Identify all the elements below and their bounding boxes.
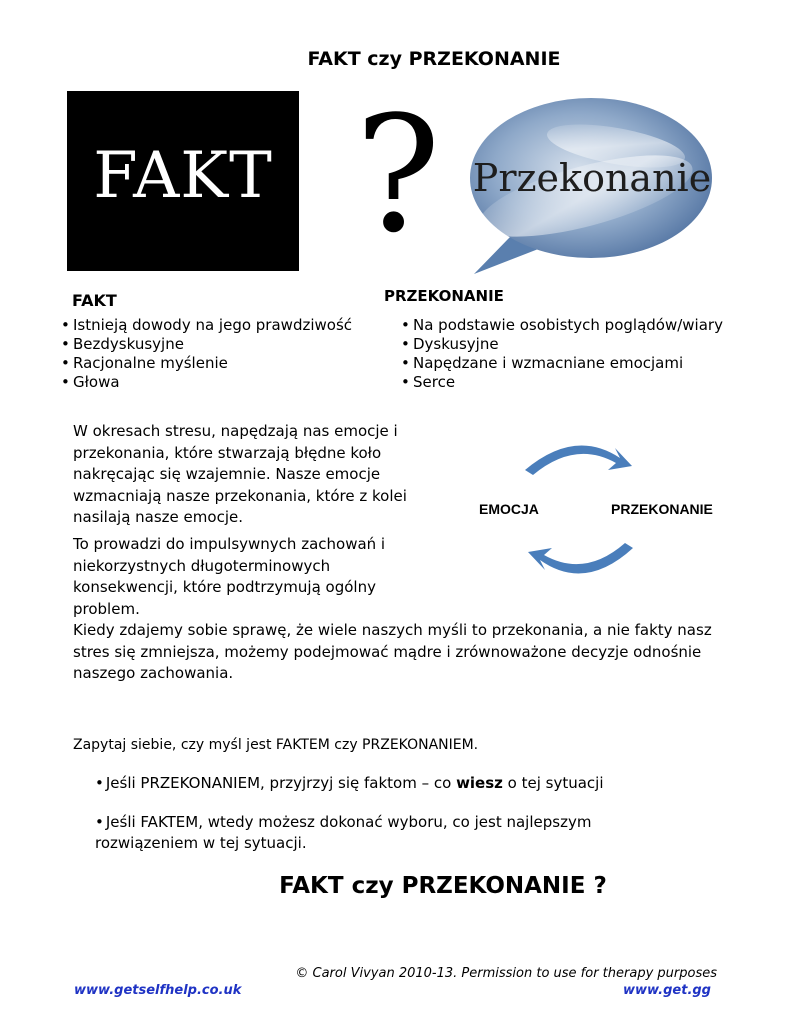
przekonanie-list (401, 316, 723, 392)
fakt-image-text: FAKT (93, 139, 273, 213)
list-item: • Głowa (61, 373, 352, 392)
list-item: • Napędzane i wzmacniane emocjami (401, 354, 723, 373)
list-item: • Racjonalne myślenie (61, 354, 352, 373)
list-item: • Istnieją dowody na jego prawdziwość (61, 316, 352, 335)
paragraph-impulsive: To prowadzi do impulsywnych zachowań i niekorzystnych długoterminowych konsekwencji, które podtrzymują ogólny problem. (73, 535, 386, 618)
footer-link-getgg[interactable]: www.get.gg (622, 983, 711, 998)
bullet-fakt (95, 812, 655, 854)
bullet-text: Jeśli FAKTEM, wtedy możesz dokonać wyboru, co jest najlepszym rozwiązeniem w tej sytuacji. (95, 813, 592, 852)
bullet-bold-text: wiesz (456, 774, 503, 792)
question-mark-icon: ? (355, 81, 441, 268)
list-item: • Dyskusyjne (401, 335, 723, 354)
list-item: • Bezdyskusyjne (61, 335, 352, 354)
fakt-image (67, 91, 299, 271)
bullet-text: Jeśli PRZEKONANIEM, przyjrzyj się faktom – co (105, 774, 457, 792)
footer-link-getselfhelp[interactable]: www.getselfhelp.co.uk (74, 983, 242, 998)
bottom-arrow (528, 543, 633, 573)
fakt-heading: FAKT (72, 291, 117, 310)
fakt-list (61, 316, 352, 392)
top-arrow (525, 446, 632, 476)
cycle-label-przekonanie: PRZEKONANIE (611, 501, 713, 517)
bullet-text: o tej sytuacji (502, 774, 604, 792)
paragraph-stress: W okresach stresu, napędzają nas emocje i przekonania, które stwarzają błędne koło nakręcając się wzajemnie. Nasze emocje wzmacniają nasze przekonania, które z kolei nasilają nasze emocje. (73, 422, 407, 526)
final-heading: FAKT czy PRZEKONANIE ? (279, 873, 607, 899)
list-item: • Serce (401, 373, 723, 392)
list-item: • Na podstawie osobistych poglądów/wiary (401, 316, 723, 335)
bubble-text: Przekonanie (472, 156, 712, 200)
przekonanie-heading: PRZEKONANIE (384, 287, 504, 305)
copyright-note: © Carol Vivyan 2010-13. Permission to use for therapy purposes (295, 966, 717, 981)
paragraph-realization: Kiedy zdajemy sobie sprawę, że wiele naszych myśli to przekonania, a nie fakty nasz stres się zmniejsza, możemy podejmować mądre i zrównoważone decyzje odnośnie naszego zachowania. (73, 621, 712, 682)
paragraph-question: Zapytaj siebie, czy myśl jest FAKTEM czy PRZEKONANIEM. (73, 737, 479, 753)
page-title: FAKT czy PRZEKONANIE (307, 48, 561, 70)
cycle-label-emocja: EMOCJA (479, 501, 539, 517)
bullet-przekonanie (95, 773, 604, 794)
